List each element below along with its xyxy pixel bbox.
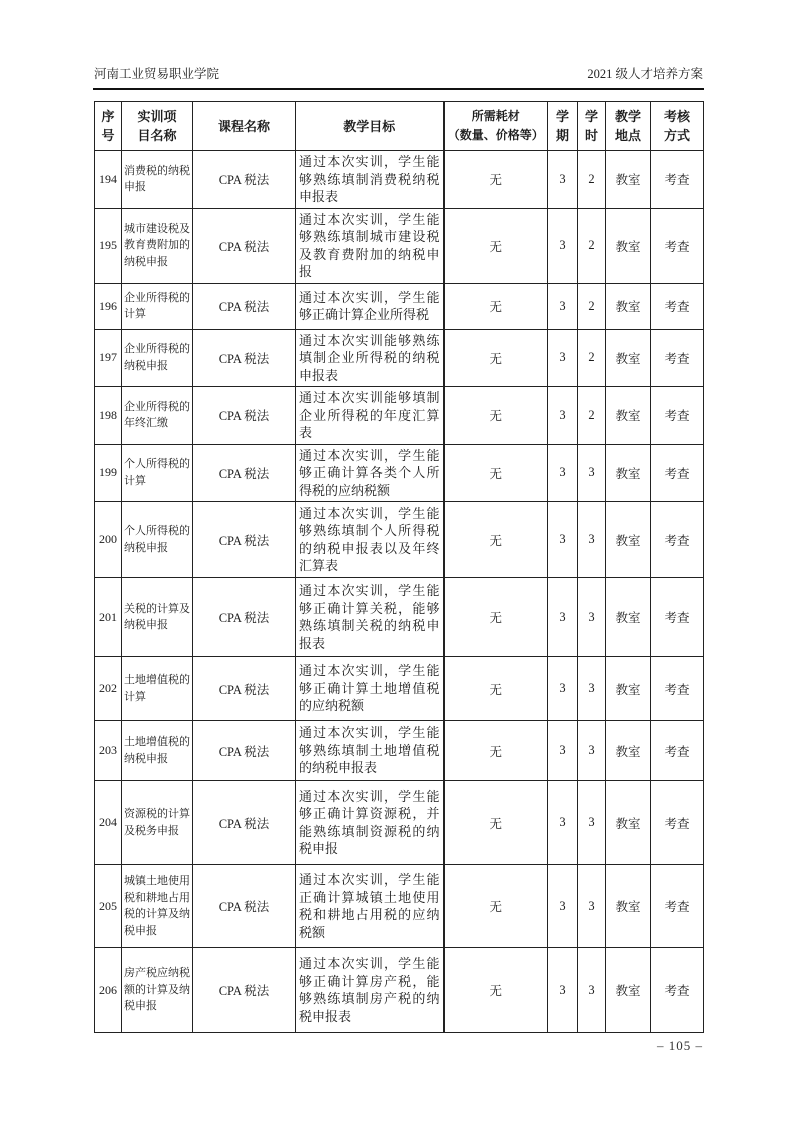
cell-assessment: 考查 <box>651 283 704 329</box>
cell-goal: 通过本次实训，学生能够熟练填制土地增值税的纳税申报表 <box>296 721 444 781</box>
cell-location: 教室 <box>606 208 651 283</box>
cell-no: 205 <box>95 865 122 948</box>
cell-goal: 通过本次实训能够熟练填制企业所得税的纳税申报表 <box>296 329 444 387</box>
cell-goal: 通过本次实训，学生能够正确计算企业所得税 <box>296 283 444 329</box>
cell-no: 203 <box>95 721 122 781</box>
cell-assessment: 考查 <box>651 151 704 209</box>
cell-project: 企业所得税的计算 <box>122 283 193 329</box>
table-header-row <box>95 102 704 151</box>
cell-materials: 无 <box>444 948 548 1033</box>
cell-semester: 3 <box>548 283 578 329</box>
cell-hours: 2 <box>578 208 606 283</box>
cell-semester: 3 <box>548 444 578 502</box>
table-row <box>95 948 704 1033</box>
cell-materials: 无 <box>444 329 548 387</box>
cell-project: 关税的计算及纳税申报 <box>122 578 193 657</box>
cell-goal: 通过本次实训，学生能够正确计算土地增值税的应纳税额 <box>296 657 444 721</box>
cell-course: CPA 税法 <box>193 657 296 721</box>
cell-materials: 无 <box>444 387 548 445</box>
cell-hours: 3 <box>578 721 606 781</box>
cell-semester: 3 <box>548 781 578 865</box>
cell-no: 198 <box>95 387 122 445</box>
cell-materials: 无 <box>444 444 548 502</box>
cell-goal: 通过本次实训，学生能够正确计算各类个人所得税的应纳税额 <box>296 444 444 502</box>
cell-assessment: 考查 <box>651 502 704 578</box>
cell-materials: 无 <box>444 865 548 948</box>
cell-assessment: 考查 <box>651 387 704 445</box>
table-row <box>95 151 704 209</box>
col-header-location: 教学 地点 <box>606 102 651 151</box>
cell-hours: 2 <box>578 387 606 445</box>
table-row <box>95 283 704 329</box>
cell-semester: 3 <box>548 387 578 445</box>
col-header-project: 实训项 目名称 <box>122 102 193 151</box>
cell-location: 教室 <box>606 387 651 445</box>
cell-semester: 3 <box>548 865 578 948</box>
cell-hours: 3 <box>578 948 606 1033</box>
cell-project: 消费税的纳税申报 <box>122 151 193 209</box>
cell-course: CPA 税法 <box>193 721 296 781</box>
cell-course: CPA 税法 <box>193 387 296 445</box>
cell-assessment: 考查 <box>651 657 704 721</box>
cell-assessment: 考查 <box>651 444 704 502</box>
cell-location: 教室 <box>606 657 651 721</box>
cell-location: 教室 <box>606 721 651 781</box>
cell-materials: 无 <box>444 657 548 721</box>
header-rule <box>93 88 704 90</box>
cell-hours: 2 <box>578 151 606 209</box>
page-header-school: 河南工业贸易职业学院 <box>94 67 220 81</box>
cell-no: 200 <box>95 502 122 578</box>
col-header-no: 序 号 <box>95 102 122 151</box>
cell-no: 196 <box>95 283 122 329</box>
cell-hours: 3 <box>578 444 606 502</box>
cell-goal: 通过本次实训能够填制企业所得税的年度汇算表 <box>296 387 444 445</box>
table-row <box>95 578 704 657</box>
cell-hours: 2 <box>578 329 606 387</box>
table-row <box>95 329 704 387</box>
cell-no: 199 <box>95 444 122 502</box>
cell-hours: 3 <box>578 865 606 948</box>
cell-project: 个人所得税的纳税申报 <box>122 502 193 578</box>
cell-hours: 3 <box>578 657 606 721</box>
table-row <box>95 781 704 865</box>
table-row <box>95 865 704 948</box>
cell-goal: 通过本次实训，学生能够正确计算关税，能够熟练填制关税的纳税申报表 <box>296 578 444 657</box>
cell-materials: 无 <box>444 502 548 578</box>
col-header-hours: 学 时 <box>578 102 606 151</box>
cell-location: 教室 <box>606 948 651 1033</box>
cell-project: 房产税应纳税额的计算及纳税申报 <box>122 948 193 1033</box>
table-row <box>95 502 704 578</box>
cell-no: 197 <box>95 329 122 387</box>
col-header-assessment: 考核 方式 <box>651 102 704 151</box>
cell-assessment: 考查 <box>651 329 704 387</box>
cell-course: CPA 税法 <box>193 151 296 209</box>
page-header-plan: 2021 级人才培养方案 <box>587 67 703 81</box>
cell-assessment: 考查 <box>651 865 704 948</box>
cell-course: CPA 税法 <box>193 865 296 948</box>
page-header <box>94 64 703 82</box>
cell-location: 教室 <box>606 502 651 578</box>
cell-no: 202 <box>95 657 122 721</box>
cell-semester: 3 <box>548 657 578 721</box>
cell-location: 教室 <box>606 151 651 209</box>
cell-course: CPA 税法 <box>193 781 296 865</box>
cell-goal: 通过本次实训，学生能够熟练填制城市建设税及教育费附加的纳税申报 <box>296 208 444 283</box>
col-header-materials: 所需耗材 （数量、价格等） <box>444 102 548 151</box>
cell-course: CPA 税法 <box>193 578 296 657</box>
cell-hours: 3 <box>578 502 606 578</box>
cell-materials: 无 <box>444 578 548 657</box>
col-header-semester: 学 期 <box>548 102 578 151</box>
cell-no: 206 <box>95 948 122 1033</box>
cell-course: CPA 税法 <box>193 283 296 329</box>
cell-materials: 无 <box>444 283 548 329</box>
cell-semester: 3 <box>548 151 578 209</box>
cell-hours: 2 <box>578 283 606 329</box>
cell-no: 194 <box>95 151 122 209</box>
cell-semester: 3 <box>548 578 578 657</box>
cell-course: CPA 税法 <box>193 502 296 578</box>
table-row <box>95 444 704 502</box>
table-row <box>95 387 704 445</box>
cell-location: 教室 <box>606 865 651 948</box>
cell-project: 个人所得税的计算 <box>122 444 193 502</box>
cell-project: 企业所得税的纳税申报 <box>122 329 193 387</box>
cell-materials: 无 <box>444 721 548 781</box>
training-projects-table <box>94 101 704 1033</box>
cell-project: 土地增值税的计算 <box>122 657 193 721</box>
cell-location: 教室 <box>606 329 651 387</box>
table-row <box>95 657 704 721</box>
cell-semester: 3 <box>548 329 578 387</box>
cell-project: 城市建设税及教育费附加的纳税申报 <box>122 208 193 283</box>
cell-no: 201 <box>95 578 122 657</box>
table-row <box>95 721 704 781</box>
cell-course: CPA 税法 <box>193 444 296 502</box>
cell-goal: 通过本次实训，学生能正确计算城镇土地使用税和耕地占用税的应纳税额 <box>296 865 444 948</box>
cell-hours: 3 <box>578 578 606 657</box>
cell-semester: 3 <box>548 502 578 578</box>
cell-project: 资源税的计算及税务申报 <box>122 781 193 865</box>
cell-assessment: 考查 <box>651 208 704 283</box>
cell-location: 教室 <box>606 781 651 865</box>
cell-hours: 3 <box>578 781 606 865</box>
cell-goal: 通过本次实训，学生能够正确计算资源税，并能熟练填制资源税的纳税申报 <box>296 781 444 865</box>
cell-assessment: 考查 <box>651 781 704 865</box>
cell-no: 204 <box>95 781 122 865</box>
cell-goal: 通过本次实训，学生能够熟练填制个人所得税的纳税申报表以及年终汇算表 <box>296 502 444 578</box>
cell-semester: 3 <box>548 948 578 1033</box>
cell-goal: 通过本次实训，学生能够熟练填制消费税纳税申报表 <box>296 151 444 209</box>
col-header-course: 课程名称 <box>193 102 296 151</box>
cell-materials: 无 <box>444 208 548 283</box>
cell-location: 教室 <box>606 283 651 329</box>
cell-semester: 3 <box>548 721 578 781</box>
cell-semester: 3 <box>548 208 578 283</box>
cell-assessment: 考查 <box>651 721 704 781</box>
cell-course: CPA 税法 <box>193 208 296 283</box>
cell-location: 教室 <box>606 444 651 502</box>
cell-materials: 无 <box>444 781 548 865</box>
cell-location: 教室 <box>606 578 651 657</box>
cell-project: 企业所得税的年终汇缴 <box>122 387 193 445</box>
cell-course: CPA 税法 <box>193 329 296 387</box>
cell-course: CPA 税法 <box>193 948 296 1033</box>
col-header-goal: 教学目标 <box>296 102 444 151</box>
cell-project: 土地增值税的纳税申报 <box>122 721 193 781</box>
table-row <box>95 208 704 283</box>
cell-no: 195 <box>95 208 122 283</box>
cell-goal: 通过本次实训，学生能够正确计算房产税，能够熟练填制房产税的纳税申报表 <box>296 948 444 1033</box>
cell-assessment: 考查 <box>651 948 704 1033</box>
cell-project: 城镇土地使用税和耕地占用税的计算及纳税申报 <box>122 865 193 948</box>
table-body <box>95 151 704 1033</box>
page-number: – 105 – <box>657 1038 703 1053</box>
cell-materials: 无 <box>444 151 548 209</box>
cell-assessment: 考查 <box>651 578 704 657</box>
